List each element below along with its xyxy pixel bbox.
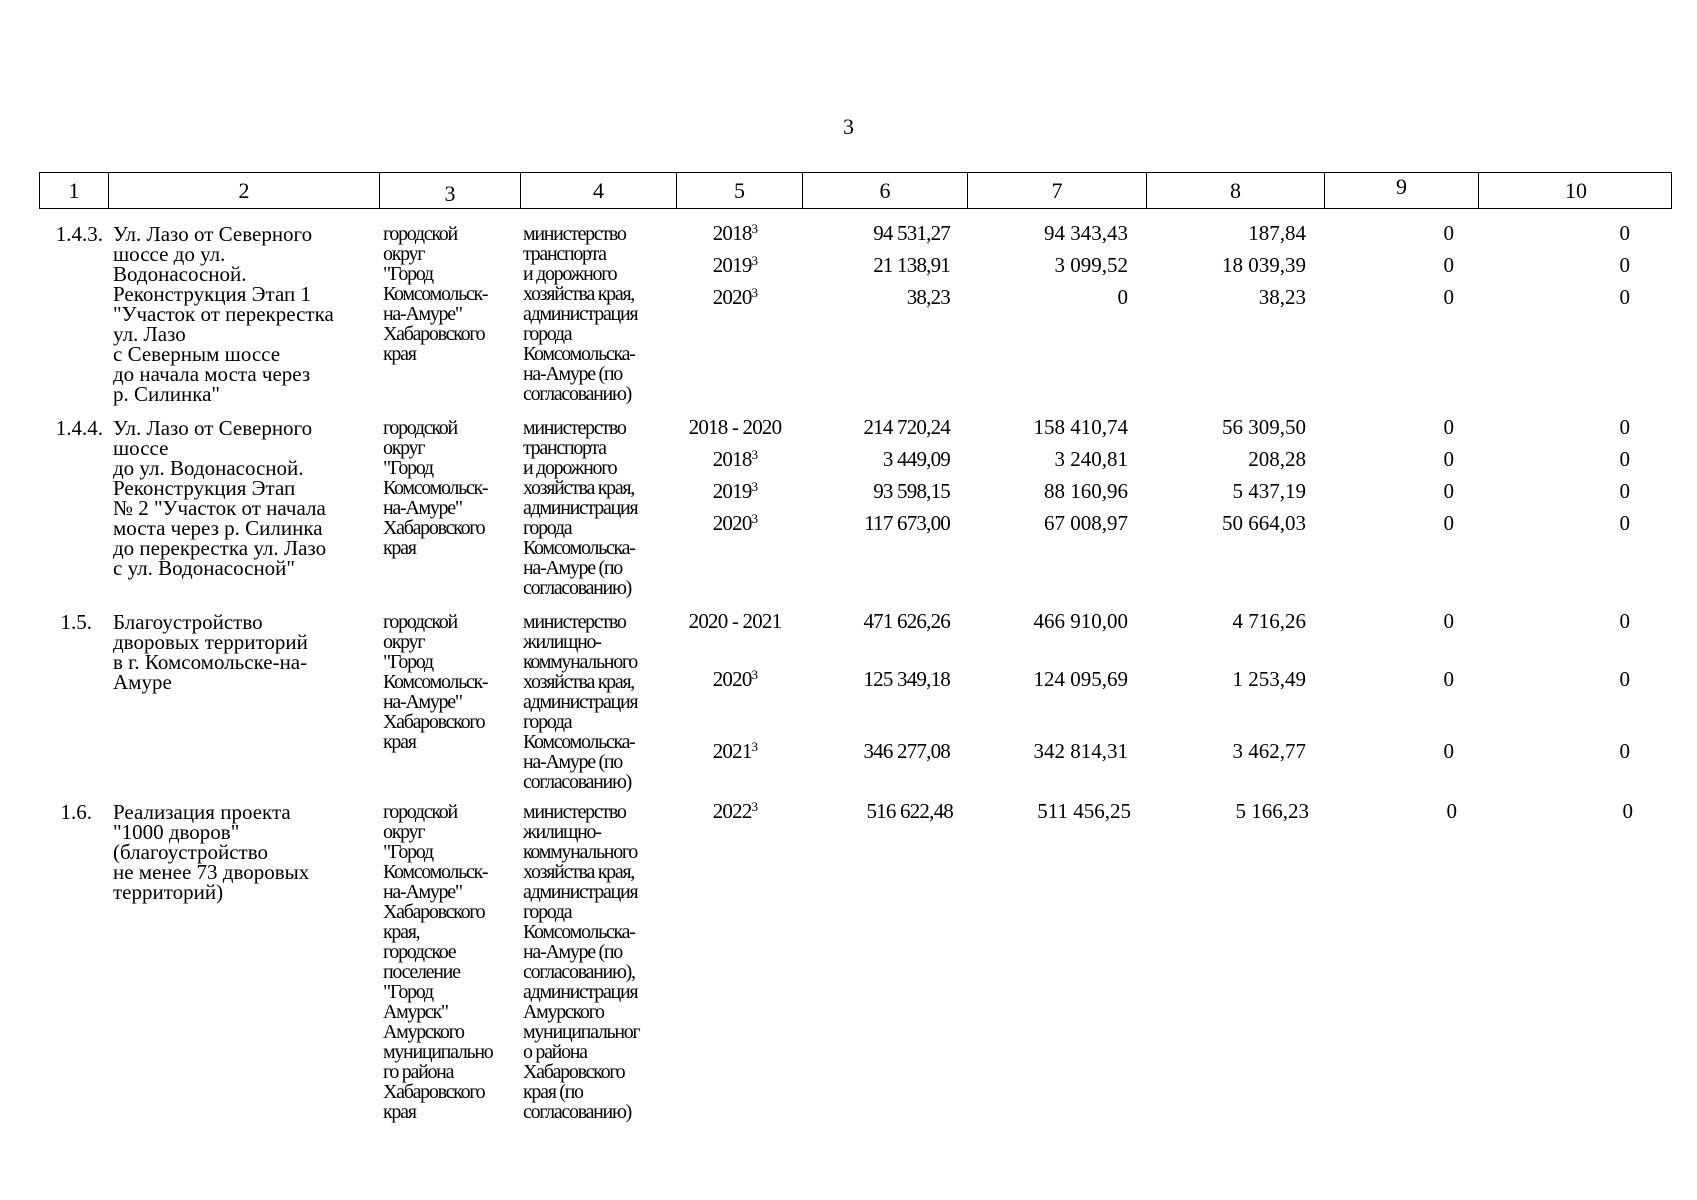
- territory: городской округ "Город Комсомольск- на-Амуре" Хабаровского края: [383, 223, 488, 365]
- territory: городской округ "Город Комсомольск- на-Амуре" Хабаровского края, городское поселение "Город Амурск" Амурского муниципально го района Хабаровского края: [383, 801, 493, 1123]
- amount-total: 93 598,15: [873, 479, 950, 503]
- amount-regional: 187,84: [1248, 221, 1306, 245]
- amount-col10: 0: [1622, 799, 1633, 823]
- amount-total: 471 626,26: [863, 609, 950, 633]
- executor: министерство жилищно- коммунального хозяйства края, администрация города Комсомольска- на-Амуре (по согласованию): [523, 611, 638, 793]
- year-cell: 2019$^3$: [712, 253, 758, 277]
- year-cell: 2019$^3$: [712, 479, 758, 503]
- amount-regional: 208,28: [1248, 447, 1306, 471]
- territory: городской округ "Город Комсомольск- на-Амуре" Хабаровского края: [383, 417, 488, 559]
- amount-regional: 56 309,50: [1222, 415, 1306, 439]
- territory: городской округ "Город Комсомольск- на-Амуре" Хабаровского края: [383, 611, 488, 753]
- amount-col10: 0: [1619, 739, 1630, 763]
- amount-federal: 342 814,31: [1033, 739, 1128, 763]
- amount-regional: 5 166,23: [1235, 799, 1309, 823]
- amount-col9: 0: [1443, 447, 1454, 471]
- table-header: [39, 172, 1672, 209]
- column-header-8: 8: [1147, 173, 1325, 208]
- object-name: Реализация проекта "1000 дворов" (благоустройство не менее 73 дворовых территорий): [113, 800, 310, 904]
- amount-federal: 88 160,96: [1044, 479, 1128, 503]
- row-code: 1.4.3.: [55, 222, 103, 246]
- amount-total: 125 349,18: [863, 667, 950, 691]
- column-header-2: 2: [109, 173, 380, 208]
- year-cell: 2018$^3$: [712, 447, 758, 471]
- executor: министерство жилищно- коммунального хозяйства края, администрация города Комсомольска- на-Амуре (по согласованию), администрация Амурского муниципальног о района Хабаровского края (по согласованию): [523, 801, 640, 1123]
- amount-col10: 0: [1619, 447, 1630, 471]
- column-header-5: 5: [677, 173, 803, 208]
- amount-total: 21 138,91: [873, 253, 950, 277]
- page-number: 3: [843, 114, 854, 139]
- amount-regional: 3 462,77: [1232, 739, 1306, 763]
- year-cell: 2020 - 2021: [688, 609, 782, 633]
- amount-regional: 50 664,03: [1222, 511, 1306, 535]
- year-cell: 2020$^3$: [712, 511, 758, 535]
- amount-total: 117 673,00: [864, 511, 950, 535]
- amount-col10: 0: [1619, 479, 1630, 503]
- amount-regional: 5 437,19: [1232, 479, 1306, 503]
- amount-col9: 0: [1443, 667, 1454, 691]
- amount-federal: 124 095,69: [1033, 667, 1128, 691]
- amount-col9: 0: [1446, 799, 1457, 823]
- amount-col9: 0: [1443, 511, 1454, 535]
- amount-col9: 0: [1443, 253, 1454, 277]
- year-cell: 2021$^3$: [712, 739, 758, 763]
- amount-total: 214 720,24: [863, 415, 950, 439]
- column-header-6: 6: [803, 173, 968, 208]
- object-name: Ул. Лазо от Северного шоссе до ул. Водонасосной. Реконструкция Этап № 2 "Участок от начала моста через р. Силинка до перекрестка ул. Лазо с ул. Водонасосной": [113, 416, 327, 580]
- amount-col9: 0: [1443, 739, 1454, 763]
- object-name: Ул. Лазо от Северного шоссе до ул. Водонасосной. Реконструкция Этап 1 "Участок от перекрестка ул. Лазо с Северным шоссе до начала моста через р. Силинка": [113, 222, 334, 406]
- amount-regional: 1 253,49: [1232, 667, 1306, 691]
- column-header-7: 7: [968, 173, 1147, 208]
- amount-col9: 0: [1443, 479, 1454, 503]
- amount-regional: 4 716,26: [1232, 609, 1306, 633]
- column-header-3: 3: [380, 173, 521, 208]
- executor: министерство транспорта и дорожного хозяйства края, администрация города Комсомольска- на-Амуре (по согласованию): [523, 417, 638, 599]
- row-code: 1.4.4.: [55, 416, 103, 440]
- amount-federal: 67 008,97: [1044, 511, 1128, 535]
- column-header-10: 10: [1565, 178, 1587, 203]
- amount-federal: 3 099,52: [1054, 253, 1128, 277]
- amount-col10: 0: [1619, 609, 1630, 633]
- column-header-4: 4: [521, 173, 677, 208]
- year-cell: 2020$^3$: [712, 285, 758, 309]
- amount-federal: 466 910,00: [1033, 609, 1128, 633]
- amount-federal: 511 456,25: [1037, 799, 1131, 823]
- amount-col10: 0: [1619, 511, 1630, 535]
- amount-col9: 0: [1443, 285, 1454, 309]
- amount-federal: 0: [1117, 285, 1128, 309]
- year-cell: 2020$^3$: [712, 667, 758, 691]
- amount-col10: 0: [1619, 415, 1630, 439]
- amount-regional: 38,23: [1258, 285, 1306, 309]
- year-cell: 2018$^3$: [712, 221, 758, 245]
- amount-col10: 0: [1619, 285, 1630, 309]
- amount-col9: 0: [1443, 609, 1454, 633]
- row-code: 1.6.: [60, 800, 92, 824]
- column-header-1: 1: [40, 173, 109, 208]
- amount-federal: 3 240,81: [1054, 447, 1128, 471]
- amount-total: 94 531,27: [873, 221, 950, 245]
- year-cell: 2018 - 2020: [688, 415, 782, 439]
- amount-col10: 0: [1619, 667, 1630, 691]
- amount-total: 346 277,08: [863, 739, 950, 763]
- object-name: Благоустройство дворовых территорий в г. Комсомольске-на- Амуре: [113, 610, 308, 694]
- amount-total: 516 622,48: [866, 799, 953, 823]
- amount-federal: 158 410,74: [1033, 415, 1128, 439]
- amount-col10: 0: [1619, 253, 1630, 277]
- amount-col10: 0: [1619, 221, 1630, 245]
- year-cell: 2022$^3$: [712, 799, 758, 823]
- amount-col9: 0: [1443, 221, 1454, 245]
- executor: министерство транспорта и дорожного хозяйства края, администрация города Комсомольска- на-Амуре (по согласованию): [523, 223, 638, 405]
- column-header-9: 9: [1325, 173, 1479, 208]
- row-code: 1.5.: [60, 610, 92, 634]
- amount-total: 3 449,09: [882, 447, 950, 471]
- amount-federal: 94 343,43: [1044, 221, 1128, 245]
- amount-total: 38,23: [906, 285, 950, 309]
- amount-col9: 0: [1443, 415, 1454, 439]
- amount-regional: 18 039,39: [1222, 253, 1306, 277]
